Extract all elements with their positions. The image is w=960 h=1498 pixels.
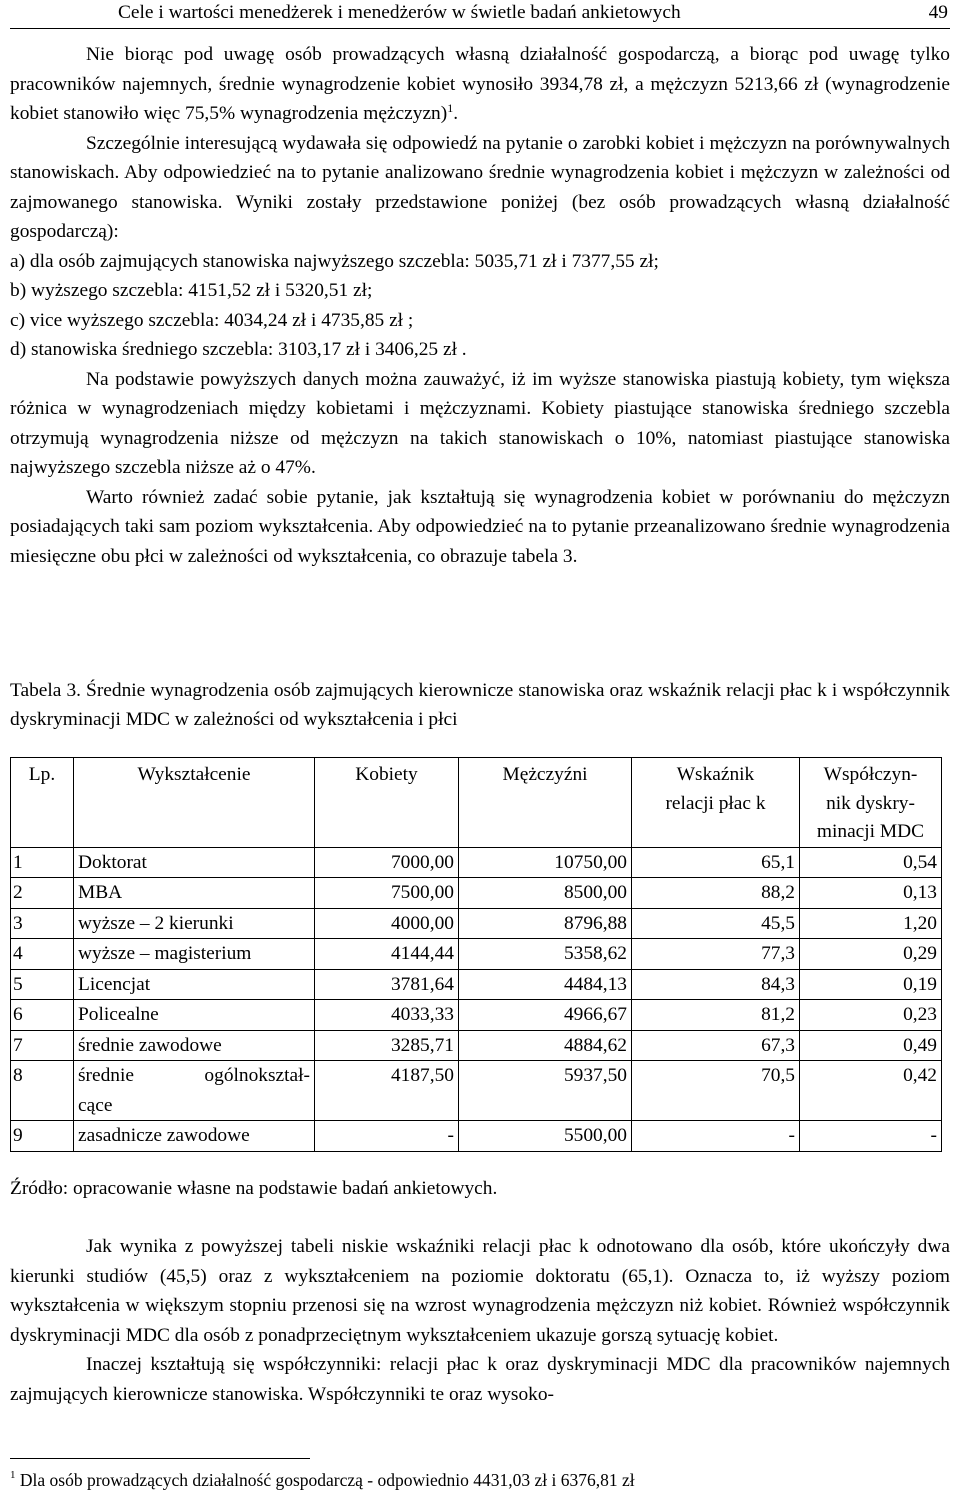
paragraph-coefficients: Inaczej kształtują się współczynniki: relacji płac k oraz dyskryminacji MDC dla pracowników najemnych zajmujących kierownicze stanowiska. Współczynniki te oraz wysoko- bbox=[10, 1354, 950, 1405]
table-cell-k: 81,2 bbox=[632, 1000, 800, 1031]
table-cell-k: - bbox=[632, 1121, 800, 1152]
running-title: Cele i wartości menedżerek i menedżerów w świetle badań ankietowych bbox=[118, 2, 681, 23]
table-cell-mdc: 1,20 bbox=[800, 908, 942, 939]
footnote-ref: 1 bbox=[447, 101, 454, 115]
table-cell-lp: 1 bbox=[11, 847, 74, 878]
table-cell-k: 84,3 bbox=[632, 969, 800, 1000]
table-cell-edu: Policealne bbox=[74, 1000, 315, 1031]
table-cell-edu: wyższe – 2 kierunki bbox=[74, 908, 315, 939]
table-cell-mdc: 0,29 bbox=[800, 939, 942, 970]
list-item-c: c) vice wyższego szczebla: 4034,24 zł i 4735,85 zł ; bbox=[10, 309, 414, 331]
paragraph-conclusion: Na podstawie powyższych danych można zauważyć, iż im wyższe stanowiska piastują kobiety, tym większa różnica w wynagrodzeniach między kobietami i mężczyznami. Kobiety piastujące stanowiska średniego szczebla otrzymują wynagrodzenia niższe od mężczyzn na takich stanowiskach o 10%, natomiast piastujące stanowiska najwyższego szczebla niższe aż o 47%. bbox=[10, 368, 950, 478]
table-row bbox=[11, 908, 942, 939]
table-cell-k: 45,5 bbox=[632, 908, 800, 939]
table-row bbox=[11, 1000, 942, 1031]
table-row bbox=[11, 1121, 942, 1152]
footnote-text: Dla osób prowadzących działalność gospodarczą - odpowiednio 4431,03 zł i 6376,81 zł bbox=[19, 1470, 635, 1490]
body-section-2 bbox=[10, 1232, 950, 1409]
table-cell-mezczyzni: 4484,13 bbox=[459, 969, 632, 1000]
paragraph-positions: Szczególnie interesującą wydawała się odpowiedź na pytanie o zarobki kobiet i mężczyzn na porównywalnych stanowiskach. Aby odpowiedzieć na to pytanie analizowano średnie wynagrodzenia kobiet i mężczyzn w zależności od zajmowanego stanowiska. Wyniki zostały przedstawione poniżej (bez osób prowadzących własną działalność gospodarczą): bbox=[10, 132, 950, 242]
table-cell-kobiety: 4033,33 bbox=[315, 1000, 459, 1031]
running-header bbox=[10, 0, 950, 29]
table-cell-mezczyzni: 4884,62 bbox=[459, 1030, 632, 1061]
table-row bbox=[11, 1030, 942, 1061]
footnote-divider bbox=[10, 1458, 310, 1459]
table-cell-mdc: 0,19 bbox=[800, 969, 942, 1000]
col-men: Mężczyźni bbox=[459, 758, 632, 848]
paragraph-education: Warto również zadać sobie pytanie, jak kształtują się wynagrodzenia kobiet w porównaniu do mężczyzn posiadających taki sam poziom wykształcenia. Aby odpowiedzieć na to pytanie przeanalizowano średnie wynagrodzenia miesięczne obu płci w zależności od wykształcenia, co obrazuje tabela 3. bbox=[10, 486, 950, 567]
table-cell-k: 67,3 bbox=[632, 1030, 800, 1061]
table-source: Źródło: opracowanie własne na podstawie badań ankietowych. bbox=[10, 1178, 498, 1199]
list-item-b: b) wyższego szczebla: 4151,52 zł i 5320,51 zł; bbox=[10, 280, 373, 301]
table-cell-kobiety: 7000,00 bbox=[315, 847, 459, 878]
table-header-row bbox=[11, 758, 942, 848]
table-cell-mezczyzni: 8796,88 bbox=[459, 908, 632, 939]
table-row bbox=[11, 969, 942, 1000]
table-cell-edu: MBA bbox=[74, 878, 315, 909]
table-cell-k: 88,2 bbox=[632, 878, 800, 909]
col-k: Wskaźnik relacji płac k bbox=[632, 758, 800, 848]
table-cell-mezczyzni: 8500,00 bbox=[459, 878, 632, 909]
table-row bbox=[11, 878, 942, 909]
table-cell-edu: średnie ogólnokształ- cące bbox=[74, 1061, 315, 1121]
table-cell-k: 65,1 bbox=[632, 847, 800, 878]
table-cell-kobiety: 4187,50 bbox=[315, 1061, 459, 1121]
table-cell-lp: 4 bbox=[11, 939, 74, 970]
table-cell-mezczyzni: 5500,00 bbox=[459, 1121, 632, 1152]
table-cell-kobiety: - bbox=[315, 1121, 459, 1152]
list-item-d: d) stanowiska średniego szczebla: 3103,17 zł i 3406,25 zł . bbox=[10, 339, 467, 360]
table-cell-mdc: 0,23 bbox=[800, 1000, 942, 1031]
table-cell-lp: 2 bbox=[11, 878, 74, 909]
table-cell-mdc: - bbox=[800, 1121, 942, 1152]
table-cell-edu: wyższe – magisterium bbox=[74, 939, 315, 970]
table-cell-mdc: 0,42 bbox=[800, 1061, 942, 1121]
paragraph-wages-summary: Nie biorąc pod uwagę osób prowadzących własną działalność gospodarczą, a biorąc pod uwagę tylko pracowników najemnych, średnie wynagrodzenie kobiet wynosiło 3934,78 zł, a mężczyzn 5213,66 zł (wynagrodzenie kobiet stanowiło więc 75,5% wynagrodzenia mężczyzn)$^1$. bbox=[10, 44, 950, 124]
table-cell-mdc: 0,49 bbox=[800, 1030, 942, 1061]
col-lp: Lp. bbox=[11, 758, 74, 848]
table-cell-lp: 7 bbox=[11, 1030, 74, 1061]
table-caption: Tabela 3. Średnie wynagrodzenia osób zajmujących kierownicze stanowiska oraz wskaźnik relacji płac k i współczynnik dyskryminacji MDC w zależności od wykształcenia i płci bbox=[10, 680, 950, 730]
table-cell-mezczyzni: 5358,62 bbox=[459, 939, 632, 970]
list-item-a: a) dla osób zajmujących stanowiska najwyższego szczebla: 5035,71 zł i 7377,55 zł; bbox=[10, 250, 659, 272]
paragraph-analysis: Jak wynika z powyższej tabeli niskie wskaźniki relacji płac k odnotowano dla osób, które ukończyły dwa kierunki studiów (45,5) oraz z wykształceniem na poziomie doktoratu (65,1). Oznacza to, iż wyższy poziom wykształcenia w większym stopniu przenosi się na wzrost wynagrodzenia mężczyzn niż kobiet. Również współczynnik dyskryminacji MDC dla osób z ponadprzeciętnym wykształceniem ukazuje gorszą sytuację kobiet. bbox=[10, 1236, 950, 1346]
footnote-number: 1 bbox=[10, 1469, 16, 1481]
table-row bbox=[11, 939, 942, 970]
table-cell-edu: Doktorat bbox=[74, 847, 315, 878]
table-cell-kobiety: 4144,44 bbox=[315, 939, 459, 970]
col-women: Kobiety bbox=[315, 758, 459, 848]
wages-table bbox=[10, 757, 942, 1152]
table-cell-mdc: 0,13 bbox=[800, 878, 942, 909]
table-cell-k: 77,3 bbox=[632, 939, 800, 970]
table-cell-mezczyzni: 4966,67 bbox=[459, 1000, 632, 1031]
table-cell-lp: 3 bbox=[11, 908, 74, 939]
table-row bbox=[11, 1061, 942, 1121]
table-cell-mezczyzni: 5937,50 bbox=[459, 1061, 632, 1121]
table-cell-kobiety: 4000,00 bbox=[315, 908, 459, 939]
page-number: 49 bbox=[928, 2, 948, 23]
table-row bbox=[11, 847, 942, 878]
table-cell-lp: 8 bbox=[11, 1061, 74, 1121]
table-cell-k: 70,5 bbox=[632, 1061, 800, 1121]
table-cell-edu: Licencjat bbox=[74, 969, 315, 1000]
table-cell-lp: 5 bbox=[11, 969, 74, 1000]
table-body bbox=[11, 847, 942, 1151]
table-cell-kobiety: 3285,71 bbox=[315, 1030, 459, 1061]
table-cell-lp: 6 bbox=[11, 1000, 74, 1031]
table-cell-kobiety: 3781,64 bbox=[315, 969, 459, 1000]
table-cell-lp: 9 bbox=[11, 1121, 74, 1152]
body-section-1 bbox=[10, 40, 950, 571]
col-education: Wykształcenie bbox=[74, 758, 315, 848]
table-cell-mdc: 0,54 bbox=[800, 847, 942, 878]
col-mdc: Współczyn- nik dyskry- minacji MDC bbox=[800, 758, 942, 848]
table-cell-edu: zasadnicze zawodowe bbox=[74, 1121, 315, 1152]
table-cell-kobiety: 7500,00 bbox=[315, 878, 459, 909]
table-cell-mezczyzni: 10750,00 bbox=[459, 847, 632, 878]
footnote bbox=[10, 1468, 635, 1492]
table-cell-edu: średnie zawodowe bbox=[74, 1030, 315, 1061]
